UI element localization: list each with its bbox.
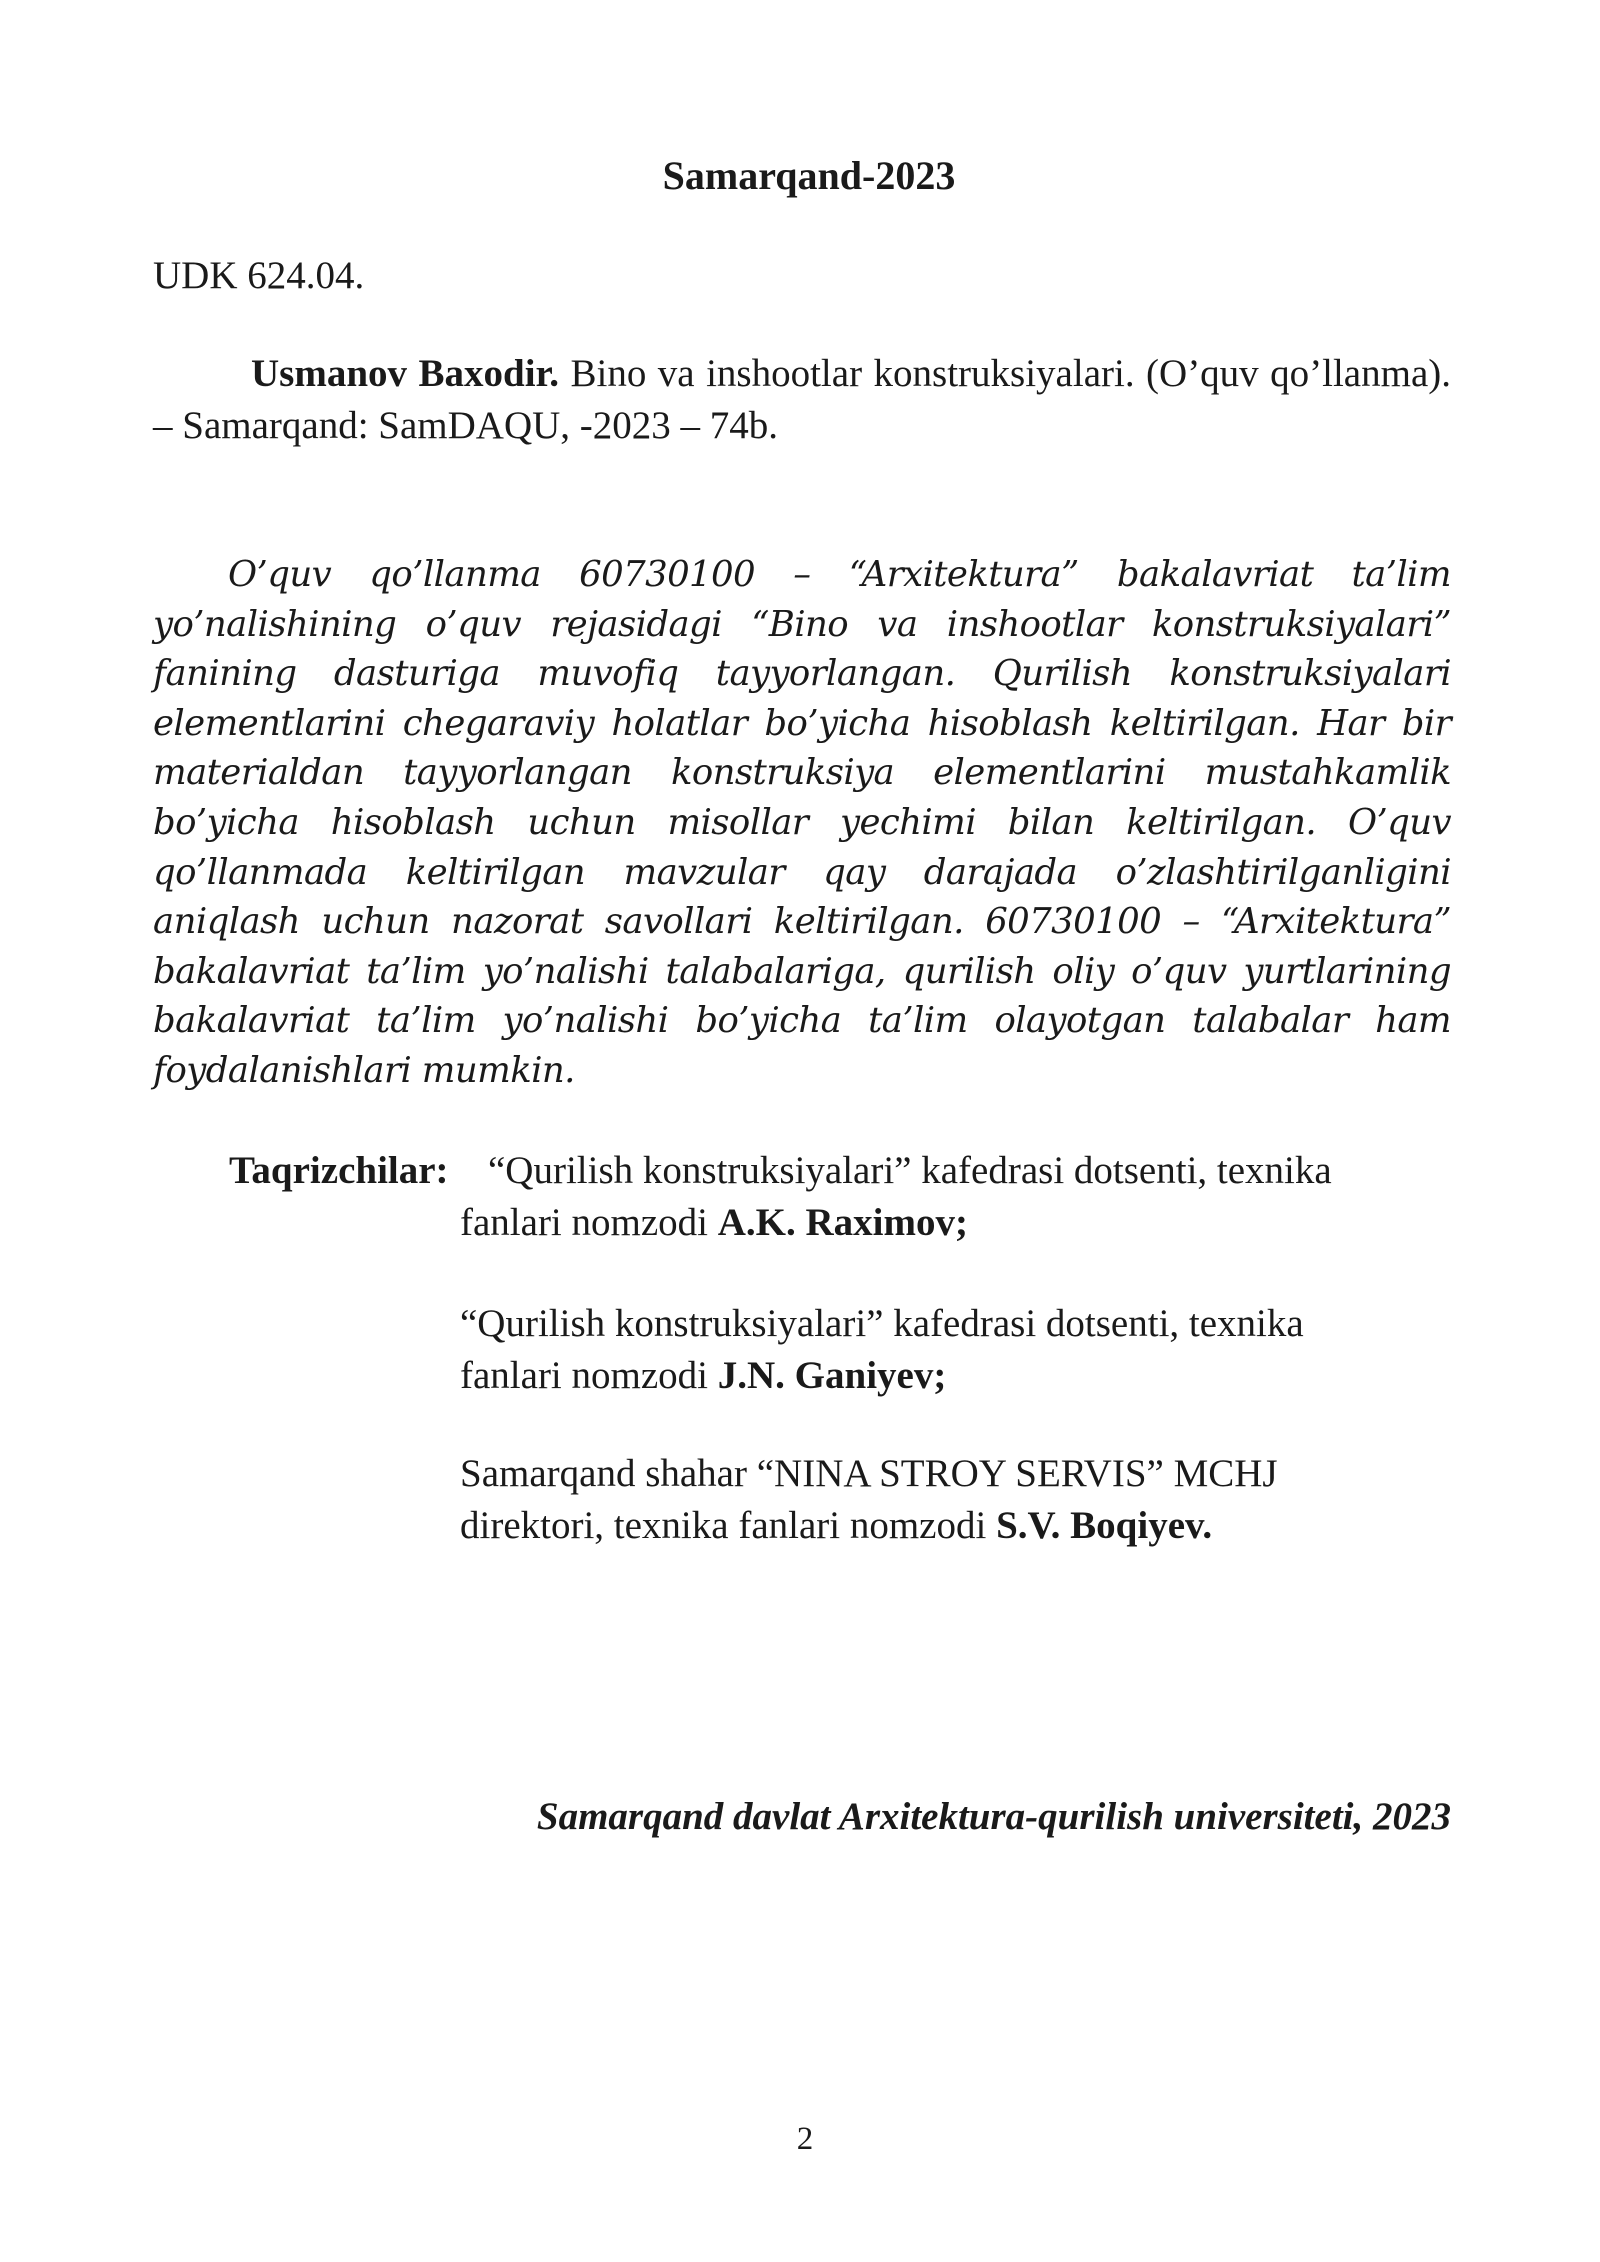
reviewer-1-name: A.K. Raximov; bbox=[717, 1201, 968, 1244]
citation-text: Bino va inshootlar konstruksiyalari. (O’quv qo’llanma). – Samarqand: SamDAQU, -2023 – 74b. bbox=[153, 352, 1451, 447]
reviewer-3-title bbox=[460, 1500, 1460, 1552]
reviewer-2-degree: fanlari nomzodi bbox=[460, 1354, 718, 1397]
reviewer-3-affiliation: Samarqand shahar “NINA STROY SERVIS” MCHJ bbox=[460, 1452, 1278, 1495]
university-footer: Samarqand davlat Arxitektura-qurilish universiteti, 2023 bbox=[536, 1795, 1451, 1838]
udk-code: UDK 624.04. bbox=[153, 254, 365, 297]
reviewer-1-title bbox=[460, 1200, 968, 1245]
reviewer-2 bbox=[460, 1298, 1460, 1402]
reviewer-2-name: J.N. Ganiyev; bbox=[717, 1354, 947, 1397]
reviewer-2-title bbox=[460, 1350, 1460, 1402]
city-year-heading: Samarqand-2023 bbox=[662, 153, 956, 198]
reviewer-2-affiliation: “Qurilish konstruksiyalari” kafedrasi dotsenti, texnika bbox=[460, 1302, 1304, 1345]
abstract-paragraph: O’quv qo’llanma 60730100 – “Arxitektura” bakalavriat ta’lim yo’nalishining o’quv rejasidagi “Bino va inshootlar konstruksiyalari” fanining dasturiga muvofiq tayyorlangan. Qurilish konstruksiyalari elementlarini chegaraviy holatlar bo’yicha hisoblash keltirilgan. Har bir materialdan tayyorlangan konstruksiya elementlarini mustahkamlik bo’yicha hisoblash uchun misollar yechimi bilan keltirilgan. O’quv qo’llanmada keltirilgan mavzular qay darajada o’zlashtirilganligini aniqlash uchun nazorat savollari keltirilgan. 60730100 – “Arxitektura” bakalavriat ta’lim yo’nalishi talabalariga, qurilish oliy o’quv yurtlarining bakalavriat ta’lim yo’nalishi bo’yicha ta’lim olayotgan talabalar ham foydalanishlari mumkin. bbox=[153, 554, 1451, 1091]
citation-author: Usmanov Baxodir. bbox=[251, 352, 560, 395]
reviewer-3-name: S.V. Boqiyev. bbox=[996, 1504, 1213, 1547]
reviewer-1-degree: fanlari nomzodi bbox=[460, 1201, 718, 1244]
reviewer-1-affiliation: “Qurilish konstruksiyalari” kafedrasi dotsenti, texnika bbox=[488, 1149, 1332, 1192]
reviewer-3-degree: direktori, texnika fanlari nomzodi bbox=[460, 1504, 997, 1547]
reviewers-label: Taqrizchilar: bbox=[229, 1149, 449, 1192]
reviewer-3 bbox=[460, 1448, 1460, 1552]
page-number: 2 bbox=[796, 2121, 814, 2157]
bibliographic-citation bbox=[153, 348, 1451, 452]
